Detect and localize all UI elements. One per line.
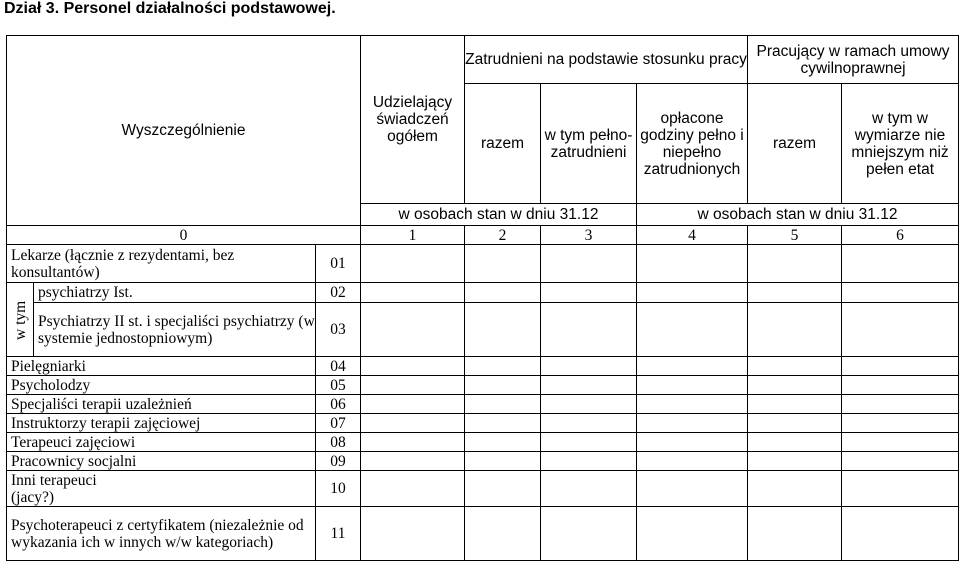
row-label: Pracownicy socjalni: [7, 452, 316, 471]
cell[interactable]: [842, 303, 959, 357]
cell[interactable]: [637, 452, 748, 471]
cell[interactable]: [637, 357, 748, 376]
cell[interactable]: [637, 507, 748, 561]
row-label: Psychoterapeuci z certyfikatem (niezależnie od wykazania ich w innych w/w kategoriach): [7, 507, 316, 561]
header-pelnozatrudnieni: w tym pełno- zatrudnieni: [541, 84, 637, 204]
cell[interactable]: [842, 507, 959, 561]
cell[interactable]: [748, 303, 842, 357]
cell[interactable]: [541, 357, 637, 376]
cell[interactable]: [842, 452, 959, 471]
cell[interactable]: [842, 471, 959, 507]
cell[interactable]: [465, 414, 541, 433]
row-code: 04: [316, 357, 361, 376]
cell[interactable]: [541, 433, 637, 452]
cell[interactable]: [465, 357, 541, 376]
table-row: [7, 303, 959, 357]
row-label: [7, 471, 316, 507]
cell[interactable]: [465, 452, 541, 471]
col-number-3: 3: [541, 226, 637, 245]
col-number-0: 0: [7, 226, 361, 245]
row-code: 02: [316, 283, 361, 303]
row-label: Psychiatrzy II st. i specjaliści psychiatrzy (w systemie jednostopniowym): [34, 303, 316, 357]
table-row: [7, 507, 959, 561]
row-code: 08: [316, 433, 361, 452]
section-title: Dział 3. Personel działalności podstawowej.: [4, 0, 336, 17]
cell[interactable]: [748, 471, 842, 507]
row-label: Specjaliści terapii uzależnień: [7, 395, 316, 414]
cell[interactable]: [361, 303, 465, 357]
cell[interactable]: [842, 357, 959, 376]
cell[interactable]: [842, 395, 959, 414]
cell[interactable]: [748, 507, 842, 561]
row-label-text: Inni terapeuci (jacy?): [11, 471, 97, 506]
cell[interactable]: [361, 452, 465, 471]
cell[interactable]: [465, 303, 541, 357]
row-label: Lekarze (łącznie z rezydentami, bez konsultantów): [7, 245, 316, 283]
personnel-table: [6, 35, 959, 561]
cell[interactable]: [465, 507, 541, 561]
cell[interactable]: [748, 376, 842, 395]
row-code: 05: [316, 376, 361, 395]
cell[interactable]: [361, 245, 465, 283]
col-number-4: 4: [637, 226, 748, 245]
cell[interactable]: [748, 245, 842, 283]
cell[interactable]: [465, 433, 541, 452]
cell[interactable]: [637, 433, 748, 452]
header-oplacone-godziny: opłacone godziny pełno i niepełno zatrudnionych: [637, 84, 748, 204]
cell[interactable]: [361, 376, 465, 395]
row-code: 03: [316, 303, 361, 357]
cell[interactable]: [637, 303, 748, 357]
cell[interactable]: [361, 357, 465, 376]
cell[interactable]: [541, 245, 637, 283]
cell[interactable]: [541, 507, 637, 561]
cell[interactable]: [541, 303, 637, 357]
header-stan-2: w osobach stan w dniu 31.12: [637, 204, 959, 226]
cell[interactable]: [361, 283, 465, 303]
row-label: Terapeuci zajęciowi: [7, 433, 316, 452]
cell[interactable]: [748, 452, 842, 471]
table-row: [7, 452, 959, 471]
cell[interactable]: [842, 433, 959, 452]
cell[interactable]: [541, 376, 637, 395]
cell[interactable]: [465, 283, 541, 303]
table-row: [7, 414, 959, 433]
cell[interactable]: [465, 245, 541, 283]
table-row: [7, 433, 959, 452]
col-number-1: 1: [361, 226, 465, 245]
header-wymiar: w tym w wymiarze nie mniejszym niż pełen etat: [842, 84, 959, 204]
cell[interactable]: [541, 395, 637, 414]
table-row: [7, 395, 959, 414]
cell[interactable]: [842, 245, 959, 283]
cell[interactable]: [748, 283, 842, 303]
cell[interactable]: [637, 414, 748, 433]
col-number-6: 6: [842, 226, 959, 245]
header-razem-1: razem: [465, 84, 541, 204]
row-code: 01: [316, 245, 361, 283]
cell[interactable]: [637, 245, 748, 283]
row-label: Instruktorzy terapii zajęciowej: [7, 414, 316, 433]
cell[interactable]: [637, 283, 748, 303]
header-group-cywil: Pracujący w ramach umowy cywilnoprawnej: [748, 36, 959, 84]
row-label: psychiatrzy Ist.: [34, 283, 316, 303]
cell[interactable]: [541, 452, 637, 471]
header-stan-1: w osobach stan w dniu 31.12: [361, 204, 637, 226]
cell[interactable]: [541, 414, 637, 433]
cell[interactable]: [361, 507, 465, 561]
cell[interactable]: [361, 395, 465, 414]
cell[interactable]: [748, 357, 842, 376]
cell[interactable]: [637, 376, 748, 395]
cell[interactable]: [637, 395, 748, 414]
col-number-5: 5: [748, 226, 842, 245]
header-group-stosunek: Zatrudnieni na podstawie stosunku pracy: [465, 36, 748, 84]
row-code: 07: [316, 414, 361, 433]
cell[interactable]: [465, 471, 541, 507]
row-code: 09: [316, 452, 361, 471]
col-number-2: 2: [465, 226, 541, 245]
cell[interactable]: [748, 433, 842, 452]
table-row: [7, 283, 959, 303]
row-code: 10: [316, 471, 361, 507]
row-label: Pielęgniarki: [7, 357, 316, 376]
cell[interactable]: [842, 283, 959, 303]
table-row: [7, 471, 959, 507]
cell[interactable]: [465, 395, 541, 414]
cell[interactable]: [361, 433, 465, 452]
w-tym-label: w tym: [7, 283, 34, 357]
table-row: [7, 376, 959, 395]
table-row: [7, 357, 959, 376]
cell[interactable]: [748, 395, 842, 414]
cell[interactable]: [842, 414, 959, 433]
header-udzielajacy: Udzielający świadczeń ogółem: [361, 36, 465, 204]
cell[interactable]: [842, 376, 959, 395]
header-razem-2: razem: [748, 84, 842, 204]
cell[interactable]: [361, 471, 465, 507]
row-code: 11: [316, 507, 361, 561]
cell[interactable]: [541, 471, 637, 507]
table-row: [7, 245, 959, 283]
cell[interactable]: [748, 414, 842, 433]
row-code: 06: [316, 395, 361, 414]
cell[interactable]: [465, 376, 541, 395]
cell[interactable]: [541, 283, 637, 303]
row-label: Psycholodzy: [7, 376, 316, 395]
cell[interactable]: [361, 414, 465, 433]
header-wyszczegolnienie: Wyszczególnienie: [7, 36, 361, 226]
cell[interactable]: [637, 471, 748, 507]
